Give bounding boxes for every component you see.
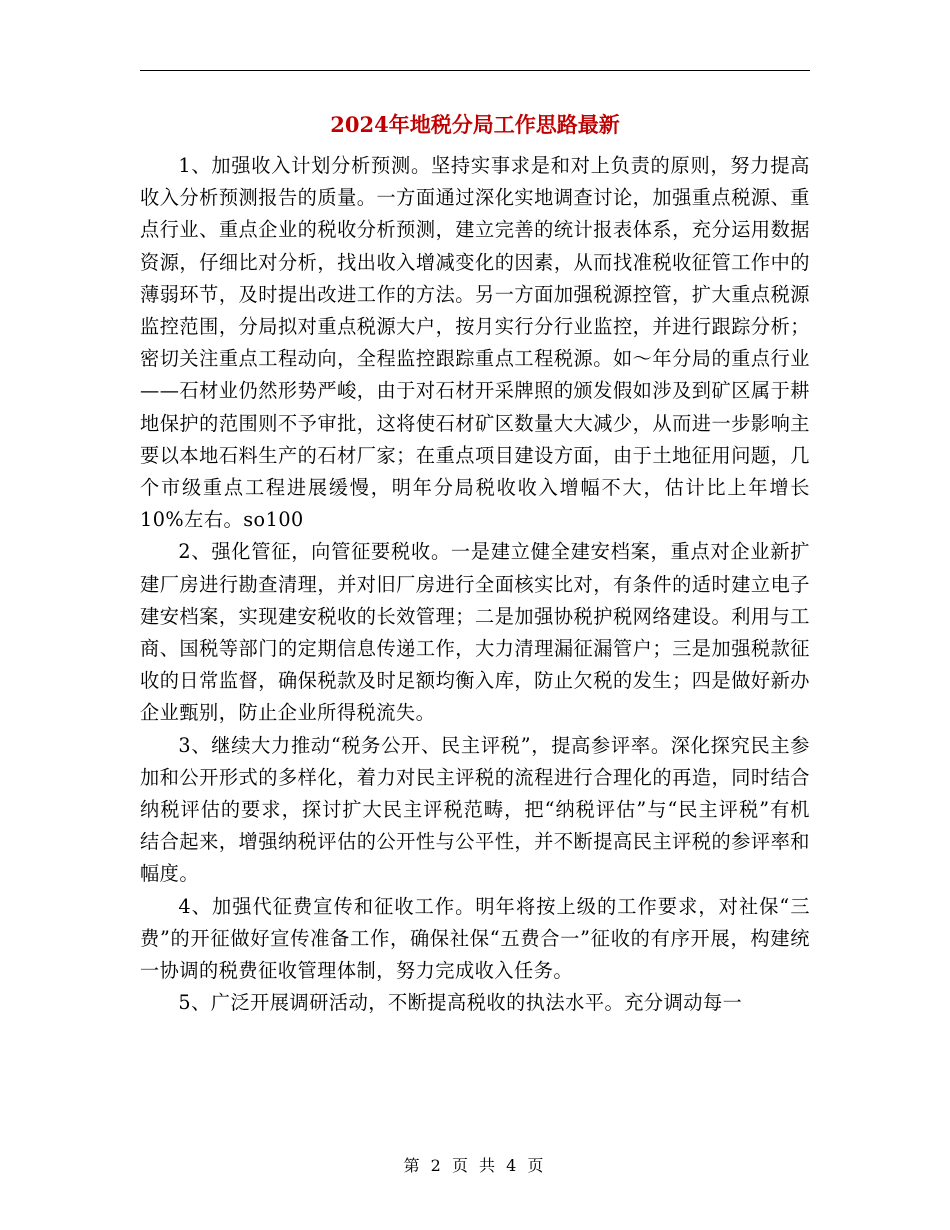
document-body bbox=[140, 150, 810, 1019]
paragraph-5: 5、广泛开展调研活动，不断提高税收的执法水平。充分调动每一 bbox=[178, 991, 743, 1015]
paragraph-3: 3、继续大力推动“税务公开、民主评税”，提高参评率。深化探究民主参加和公开形式的多样化，着力对民主评税的流程进行合理化的再造，同时结合纳税评估的要求，探讨扩大民主评税范畴，把“纳税评估”与“民主评税”有机结合起来，增强纳税评估的公开性与公平性，并不断提高民主评税的参评率和幅度。 bbox=[140, 733, 810, 886]
document-title: 2024年地税分局工作思路最新 bbox=[330, 112, 620, 137]
page-number: 第 2 页 共 4 页 bbox=[403, 1156, 547, 1175]
paragraph-2: 2、强化管征，向管征要税收。一是建立健全建安档案，重点对企业新扩建厂房进行勘查清理，并对旧厂房进行全面核实比对，有条件的适时建立电子建安档案，实现建安税收的长效管理；二是加强协税护税网络建设。利用与工商、国税等部门的定期信息传递工作，大力清理漏征漏管户；三是加强税款征收的日常监督，确保税款及时足额均衡入库，防止欠税的发生；四是做好新办企业甄别，防止企业所得税流失。 bbox=[140, 540, 810, 725]
header-rule bbox=[140, 70, 810, 71]
paragraph-1: 1、加强收入计划分析预测。坚持实事求是和对上负责的原则，努力提高收入分析预测报告的质量。一方面通过深化实地调查讨论，加强重点税源、重点行业、重点企业的税收分析预测，建立完善的统计报表体系，充分运用数据资源，仔细比对分析，找出收入增减变化的因素，从而找准税收征管工作中的薄弱环节，及时提出改进工作的方法。另一方面加强税源控管，扩大重点税源监控范围，分局拟对重点税源大户，按月实行分行业监控，并进行跟踪分析；密切关注重点工程动向，全程监控跟踪重点工程税源。如～年分局的重点行业——石材业仍然形势严峻，由于对石材开采牌照的颁发假如涉及到矿区属于耕地保护的范围则不予审批，这将使石材矿区数量大大减少，从而进一步影响主要以本地石料生产的石材厂家；在重点项目建设方面，由于土地征用问题，几个市级重点工程进展缓慢，明年分局税收收入增幅不大，估计比上年增长10%左右。so100 bbox=[140, 154, 810, 532]
paragraph-4: 4、加强代征费宣传和征收工作。明年将按上级的工作要求，对社保“三费”的开征做好宣传准备工作，确保社保“五费合一”征收的有序开展，构建统一协调的税费征收管理体制，努力完成收入任务。 bbox=[140, 894, 810, 983]
